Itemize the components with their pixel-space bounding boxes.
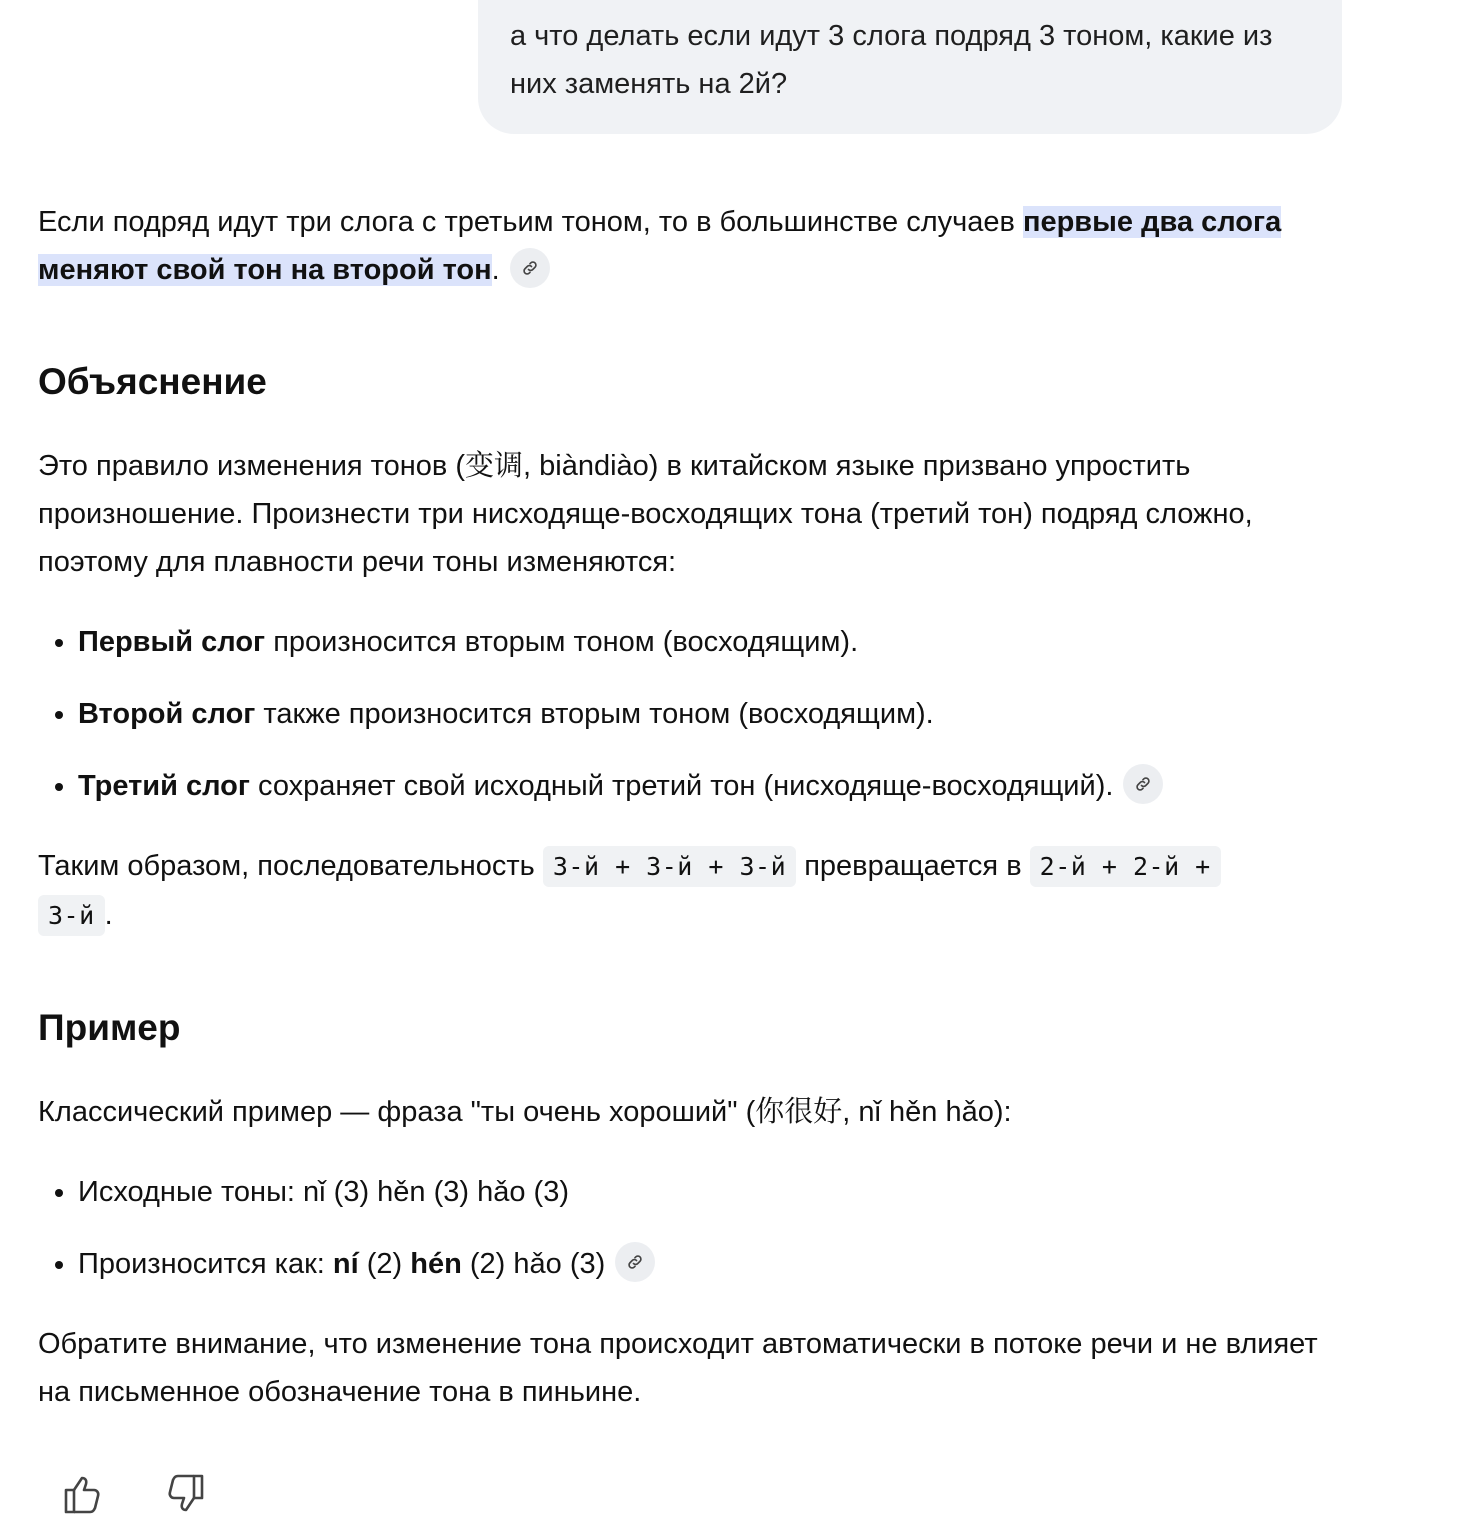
- example-heading: Пример: [38, 1007, 181, 1048]
- sequence-summary: [38, 842, 1338, 940]
- citation-link-icon[interactable]: [1123, 764, 1163, 804]
- explanation-text: Это правило изменения тонов (变调, biàndiào) в китайском языке призвано упростить произношение. Произнести три нисходяще-восходящих тона (третий тон) подряд сложно, поэтому для плавности речи тоны изменяются:: [38, 450, 1253, 578]
- example-value: (2) hǎo (3): [461, 1248, 606, 1280]
- thumbs-up-icon[interactable]: [60, 1472, 104, 1516]
- rule-bold: Первый слог: [78, 626, 266, 658]
- intro-period: .: [491, 254, 500, 286]
- example-value: (2): [358, 1248, 411, 1280]
- summary-text: Таким образом, последовательность: [38, 850, 543, 882]
- list-item: [78, 1240, 1338, 1288]
- user-message-bubble: [478, 0, 1342, 134]
- citation-link-icon[interactable]: [615, 1242, 655, 1282]
- intro-highlight: первые два слога меняют свой тон на второй тон: [38, 206, 1282, 286]
- code-sequence-result-end: 3-й: [38, 895, 105, 936]
- list-item: [78, 1168, 1338, 1216]
- summary-period: .: [104, 899, 113, 931]
- code-sequence-result: 2-й + 2-й +: [1030, 846, 1221, 887]
- rule-bold: Второй слог: [78, 698, 256, 730]
- example-value: nǐ (3) hěn (3) hǎo (3): [303, 1176, 570, 1208]
- list-item: [78, 690, 1338, 738]
- example-list: [38, 1168, 1338, 1288]
- citation-link-icon[interactable]: [510, 248, 550, 288]
- list-item: [78, 762, 1338, 810]
- assistant-answer: [38, 198, 1338, 1416]
- summary-text: превращается в: [796, 850, 1030, 882]
- user-message-text: а что делать если идут 3 слога подряд 3 тоном, какие из них заменять на 2й?: [510, 20, 1273, 100]
- rules-list: [38, 618, 1338, 810]
- feedback-bar: [60, 1472, 208, 1516]
- example-label: Исходные тоны:: [78, 1176, 304, 1208]
- example-text: Классический пример — фраза "ты очень хороший" (你很好, nǐ hěn hǎo):: [38, 1096, 1012, 1128]
- thumbs-down-icon[interactable]: [164, 1472, 208, 1516]
- explanation-heading: Объяснение: [38, 361, 267, 402]
- rule-text: произносится вторым тоном (восходящим).: [265, 626, 859, 658]
- note-text: Обратите внимание, что изменение тона происходит автоматически в потоке речи и не влияет на письменное обозначение тона в пиньине.: [38, 1328, 1318, 1408]
- example-bold: ní: [332, 1248, 359, 1280]
- code-sequence-original: 3-й + 3-й + 3-й: [543, 846, 796, 887]
- example-bold: hén: [410, 1248, 462, 1280]
- rule-text: сохраняет свой исходный третий тон (нисходяще-восходящий).: [249, 770, 1114, 802]
- intro-text: Если подряд идут три слога с третьим тоном, то в большинстве случаев: [38, 206, 1023, 238]
- rule-bold: Третий слог: [78, 770, 250, 802]
- answer-intro: [38, 198, 1338, 294]
- example-label: Произносится как:: [78, 1248, 333, 1280]
- list-item: [78, 618, 1338, 666]
- rule-text: также произносится вторым тоном (восходящим).: [255, 698, 934, 730]
